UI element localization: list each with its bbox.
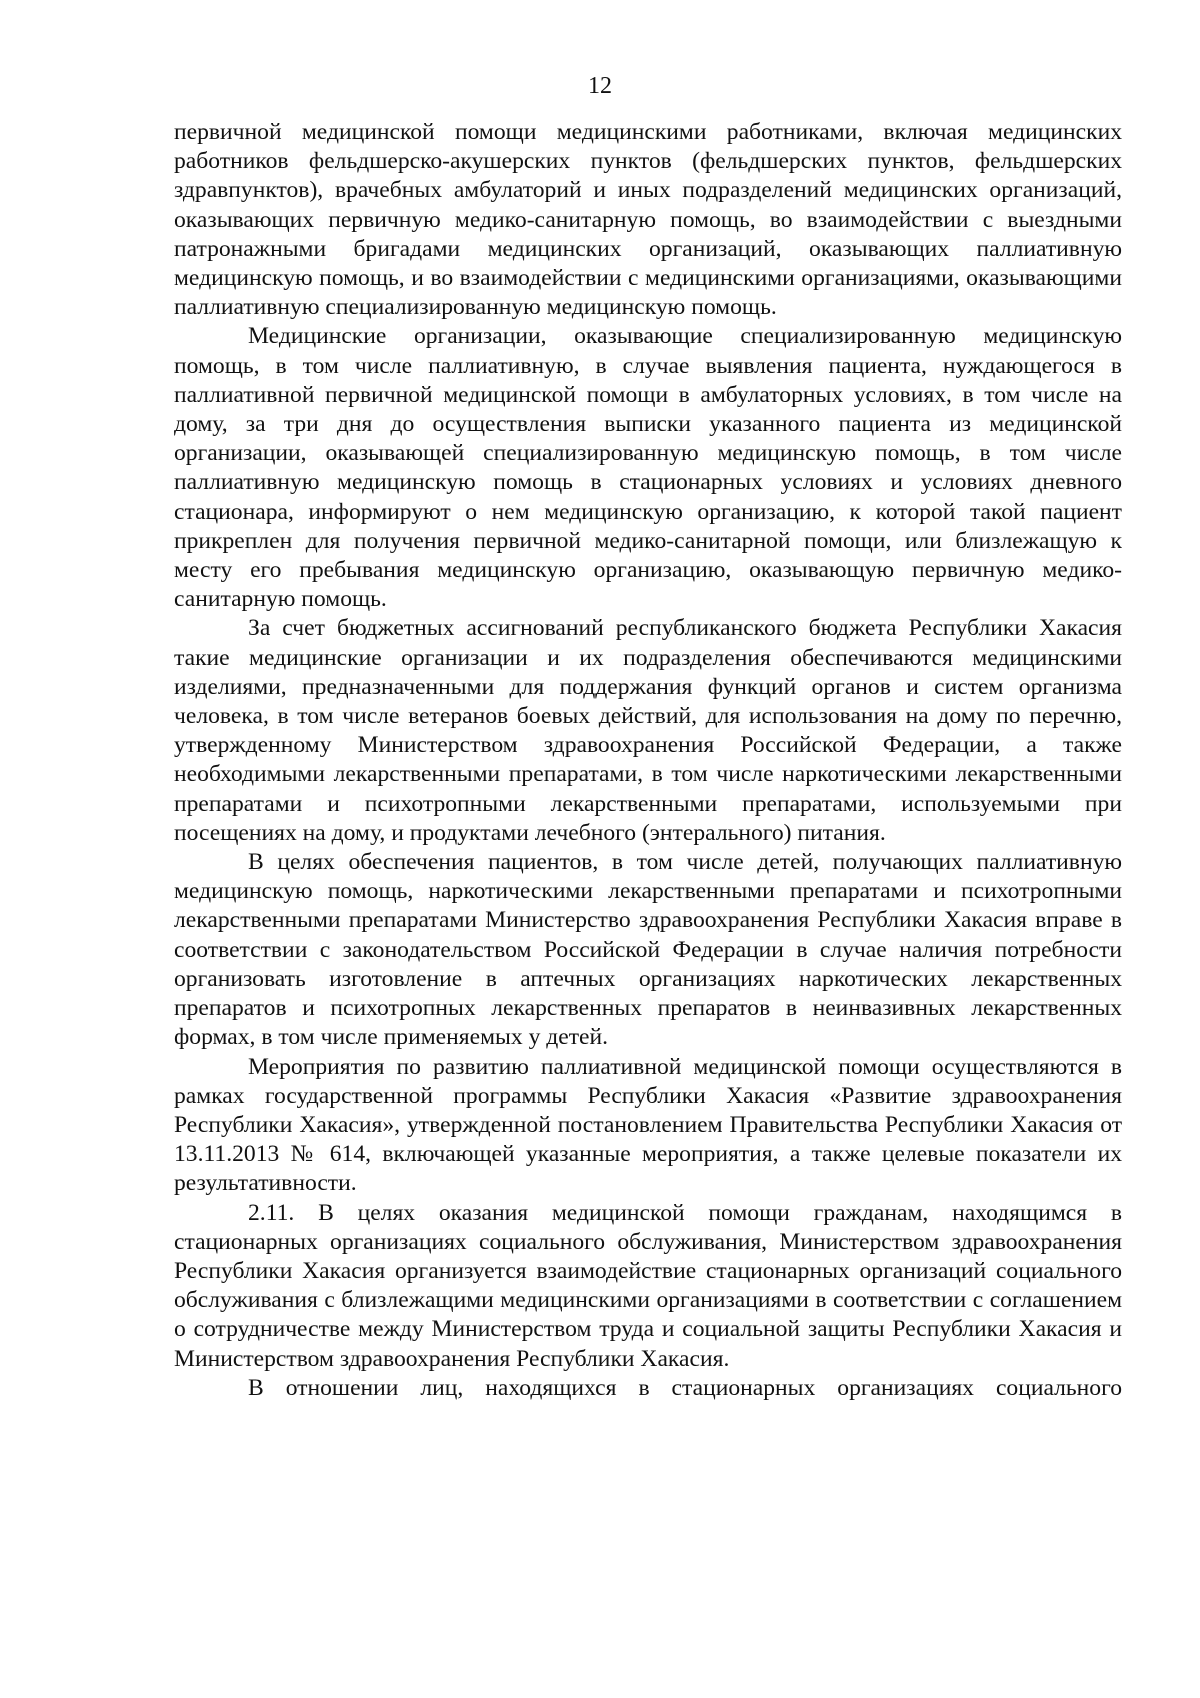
paragraph-narcotic-drugs: В целях обеспечения пациентов, в том числе детей, получающих паллиативную медицинскую помощь, наркотическими лекарственными препаратами и психотропными лекарственными препаратами Министерство здравоохранения Республики Хакасия вправе в соответствии с законодательством Российской Федерации в случае наличия потребности организовать изготовление в аптечных организациях наркотических лекарственных препаратов и психотропных лекарственных препаратов в неинвазивных лекарственных формах, в том числе применяемых у детей.	[174, 849, 1122, 1051]
paragraph-state-program: Мероприятия по развитию паллиативной медицинской помощи осуществляются в рамках государственной программы Республики Хакасия «Развитие здравоохранения Республики Хакасия», утвержденной постановлением Правительства Республики Хакасия от 13.11.2013 № 614, включающей указанные мероприятия, а также целевые показатели их результативности.	[174, 1053, 1122, 1197]
paragraph-budget-funding: За счет бюджетных ассигнований республиканского бюджета Республики Хакасия такие медицинские организации и их подразделения обеспечиваются медицинскими изделиями, предназначенными для поддержания функций органов и систем организма человека, в том числе ветеранов боевых действий, для использования на дому по перечню, утвержденному Министерством здравоохранения Российской Федерации, а также необходимыми лекарственными препаратами, в том числе наркотическими лекарственными препаратами и психотропными лекарственными препаратами, используемыми при посещениях на дому, и продуктами лечебного (энтерального) питания.	[174, 615, 1122, 846]
paragraph-continuation: первичной медицинской помощи медицинскими работниками, включая медицинских работников фельдшерско-акушерских пунктов (фельдшерских пунктов, фельдшерских здравпунктов), врачебных амбулаторий и иных подразделений медицинских организаций, оказывающих первичную медико-санитарную помощь, во взаимодействии с выездными патронажными бригадами медицинских организаций, оказывающих паллиативную медицинскую помощь, и во взаимодействии с медицинскими организациями, оказывающими паллиативную специализированную медицинскую помощь.	[174, 119, 1122, 321]
document-body	[174, 118, 1122, 1403]
paragraph-specialized-care: Медицинские организации, оказывающие специализированную медицинскую помощь, в том числе паллиативную, в случае выявления пациента, нуждающегося в паллиативной первичной медицинской помощи в амбулаторных условиях, в том числе на дому, за три дня до осуществления выписки указанного пациента из медицинской организации, оказывающей специализированную медицинскую помощь, в том числе паллиативную медицинскую помощь в стационарных условиях и условиях дневного стационара, информируют о нем медицинскую организацию, к которой такой пациент прикреплен для получения первичной медико-санитарной помощи, или близлежащую к месту его пребывания медицинскую организацию, оказывающую первичную медико-санитарную помощь.	[174, 323, 1122, 613]
page-number: 12	[588, 73, 612, 99]
paragraph-last-line: В отношении лиц, находящихся в стационарных организациях социального	[248, 1374, 1122, 1401]
paragraph-section-2-11: 2.11. В целях оказания медицинской помощи гражданам, находящимся в стационарных организациях социального обслуживания, Министерством здравоохранения Республики Хакасия организуется взаимодействие стационарных организаций социального обслуживания с близлежащими медицинскими организациями в соответствии с соглашением о сотрудничестве между Министерством труда и социальной защиты Республики Хакасия и Министерством здравоохранения Республики Хакасия.	[174, 1199, 1122, 1372]
